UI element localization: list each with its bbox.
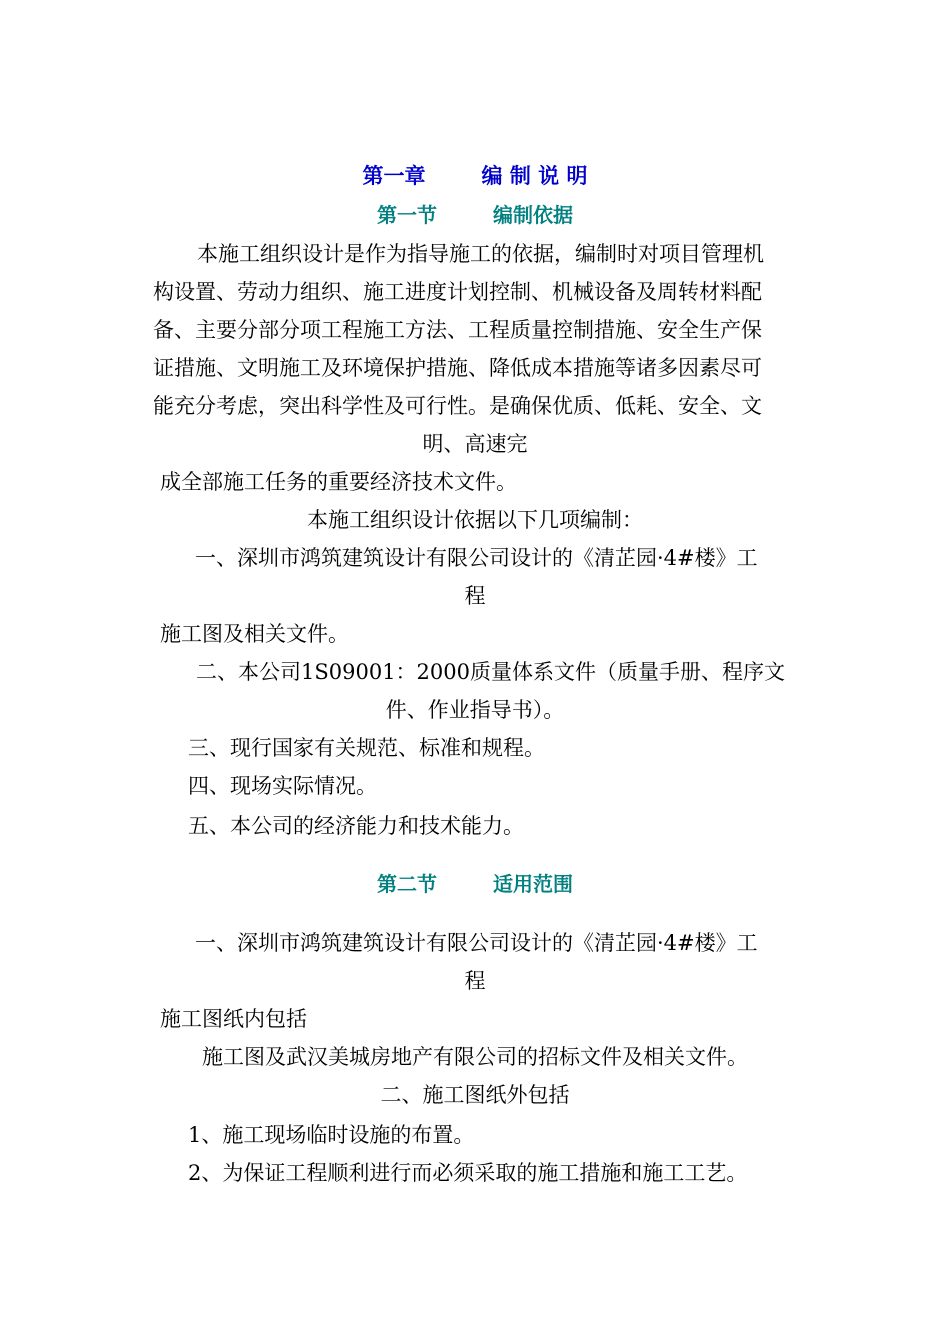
chapter-heading bbox=[0, 162, 950, 190]
section-title: 编制依据 bbox=[493, 203, 573, 227]
list-item: 二、施工图纸外包括 bbox=[380, 1083, 570, 1107]
paragraph-line: 构设置、劳动力组织、施工进度计划控制、机械设备及周转材料配 bbox=[153, 280, 762, 304]
list-item: 四、现场实际情况。 bbox=[188, 774, 377, 798]
paragraph-line: 本施工组织设计是作为指导施工的依据，编制时对项目管理机 bbox=[197, 242, 764, 266]
chapter-number: 第一章 bbox=[362, 164, 426, 188]
list-item: 一、深圳市鸿筑建筑设计有限公司设计的《清芷园·4#楼》工 bbox=[195, 931, 758, 955]
list-item: 一、深圳市鸿筑建筑设计有限公司设计的《清芷园·4#楼》工 bbox=[195, 546, 758, 570]
paragraph-line: 明、高速完 bbox=[422, 432, 528, 456]
list-item: 程 bbox=[464, 584, 486, 608]
section-heading-2 bbox=[0, 870, 950, 898]
list-item: 施工图纸内包括 bbox=[160, 1007, 307, 1031]
paragraph-line: 证措施、文明施工及环境保护措施、降低成本措施等诸多因素尽可 bbox=[153, 356, 762, 380]
basis-intro: 本施工组织设计依据以下几项编制： bbox=[307, 508, 643, 532]
list-item: 2、为保证工程顺利进行而必须采取的施工措施和施工工艺。 bbox=[188, 1161, 748, 1185]
paragraph-line: 能充分考虑，突出科学性及可行性。是确保优质、低耗、安全、文 bbox=[153, 394, 762, 418]
section-heading-1 bbox=[0, 201, 950, 229]
list-item: 三、现行国家有关规范、标准和规程。 bbox=[188, 736, 545, 760]
list-item: 1、施工现场临时设施的布置。 bbox=[188, 1123, 475, 1147]
list-item: 施工图及武汉美城房地产有限公司的招标文件及相关文件。 bbox=[202, 1045, 748, 1069]
list-item: 施工图及相关文件。 bbox=[160, 622, 349, 646]
list-item: 五、本公司的经济能力和技术能力。 bbox=[188, 814, 524, 838]
chapter-title: 编 制 说 明 bbox=[481, 164, 588, 188]
paragraph-line: 成全部施工任务的重要经济技术文件。 bbox=[160, 470, 517, 494]
section-number: 第二节 bbox=[377, 872, 437, 896]
list-item: 件、作业指导书）。 bbox=[385, 698, 565, 722]
paragraph-line: 备、主要分部分项工程施工方法、工程质量控制措施、安全生产保 bbox=[153, 318, 762, 342]
section-title: 适用范围 bbox=[493, 872, 573, 896]
section-number: 第一节 bbox=[377, 203, 437, 227]
list-item: 二、本公司1S09001：2000质量体系文件（质量手册、程序文 bbox=[196, 660, 785, 684]
list-item: 程 bbox=[464, 969, 486, 993]
